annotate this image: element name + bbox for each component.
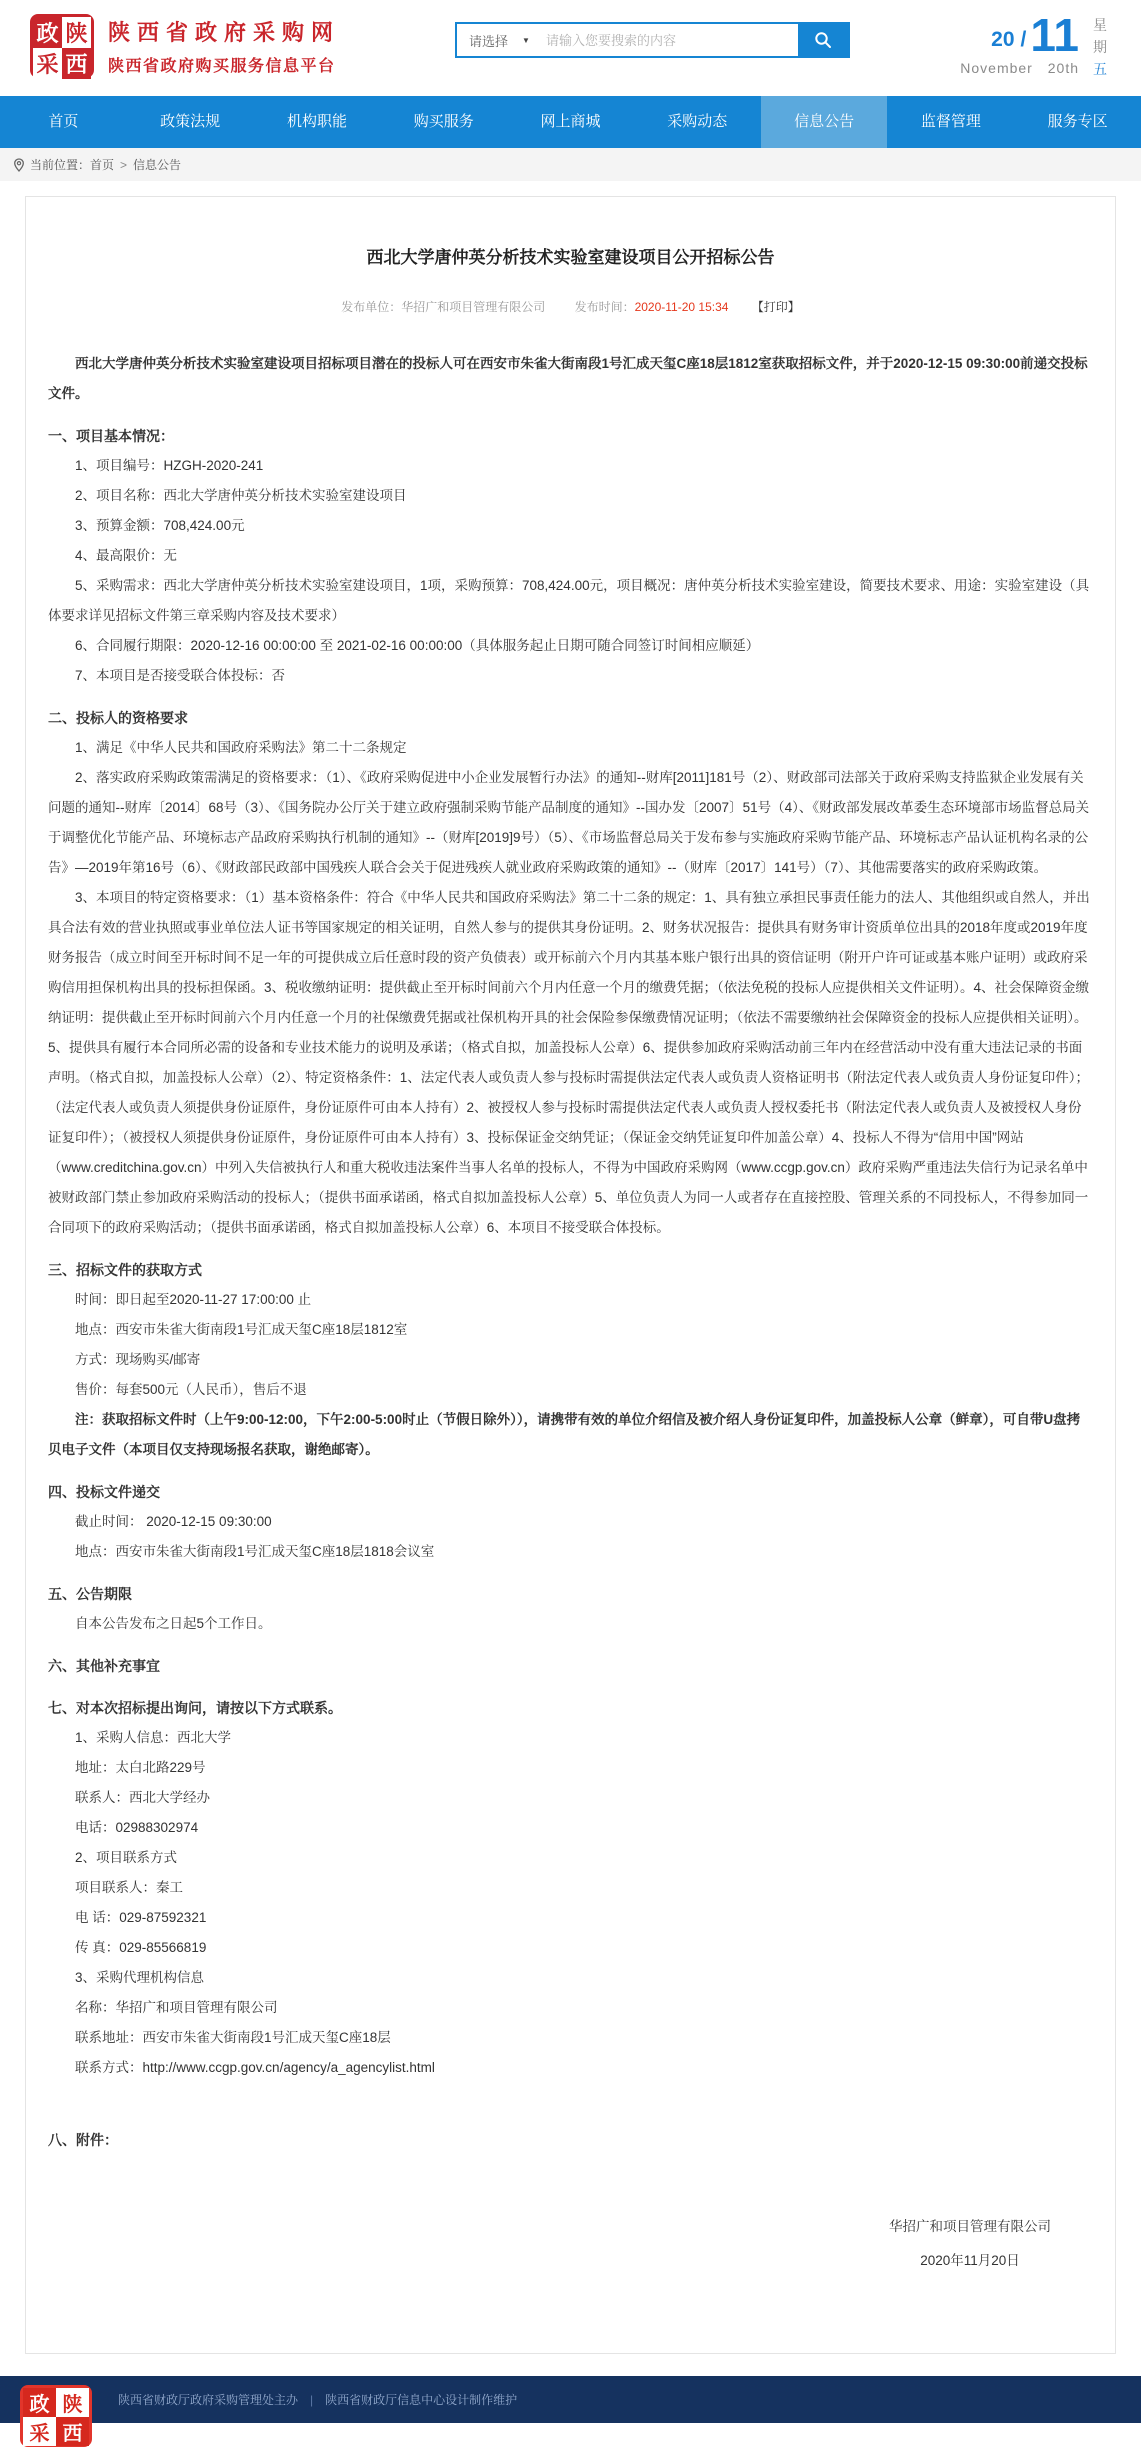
section-heading-3: 四、投标文件递交 [48, 1484, 160, 1500]
section-heading-7: 八、附件： [48, 2132, 118, 2148]
main-nav [0, 96, 1141, 148]
logo-char: 政 [33, 17, 62, 48]
breadcrumb-home-link[interactable]: 首页 [90, 158, 115, 172]
article-card [25, 196, 1116, 2354]
paragraph: 地点：西安市朱雀大街南段1号汇成天玺C座18层1818会议室 [75, 1544, 435, 1559]
print-button[interactable]: 【打印】 [751, 300, 800, 314]
section-heading-2: 三、招标文件的获取方式 [48, 1262, 202, 1278]
nav-item-5[interactable]: 采购动态 [667, 113, 728, 130]
search-bar [455, 22, 850, 58]
paragraph: 联系地址：西安市朱雀大街南段1号汇成天玺C座18层 [75, 2030, 391, 2045]
publish-time-value: 2020-11-20 15:34 [634, 300, 729, 314]
logo-char: 西 [56, 2417, 89, 2446]
paragraph: 地点：西安市朱雀大街南段1号汇成天玺C座18层1812室 [75, 1322, 408, 1337]
nav-item-1[interactable]: 政策法规 [160, 113, 221, 130]
section-heading-0: 一、项目基本情况： [48, 428, 174, 444]
paragraph: 联系方式：http://www.ccgp.gov.cn/agency/a_agencylist.html [75, 2060, 435, 2075]
search-category-select[interactable] [457, 24, 538, 56]
nav-item-2[interactable]: 机构职能 [286, 113, 347, 130]
paragraph: 电话：02988302974 [75, 1820, 199, 1835]
site-header [0, 0, 1141, 96]
signature-company: 华招广和项目管理有限公司 [889, 2219, 1051, 2234]
section-heading-5: 六、其他补充事宜 [48, 1658, 160, 1674]
paragraph: 地址：太白北路229号 [75, 1760, 206, 1775]
paragraph: 2、落实政府采购政策需满足的资格要求：（1）、《政府采购促进中小企业发展暂行办法》的通知--财库[2011]181号（2）、财政部司法部关于政府采购支持监狱企业发展有关问题的通知--财库〔2014〕68号（3）、《国务院办公厅关于建立政府强制采购节能产品制度的通知》--国办发〔2007〕51号（4）、《财政部发展改革委生态环境部市场监督总局关于调整优化节能产品、环境标志产品政府采购执行机制的通知》--（财库[2019]9号）（5）、《市场监督总局关于发布参与实施政府采购节能产品、环境标志产品认证机构名录的公告》—2019年第16号（6）、《财政部民政部中国残疾人联合会关于促进残疾人就业政府采购政策的通知》--（财库〔2017〕141号）（7）、其他需要落实的政府采购政策。 [48, 770, 1090, 875]
publisher-value: 华招广和项目管理有限公司 [401, 300, 546, 314]
section-heading-6: 七、对本次招标提出询问，请按以下方式联系。 [48, 1700, 342, 1716]
article-body [48, 349, 1093, 2155]
footer-link-sponsor[interactable]: 陕西省财政厅政府采购管理处主办 [118, 2393, 299, 2407]
nav-item-3[interactable]: 购买服务 [413, 113, 474, 130]
paragraph: 自本公告发布之日起5个工作日。 [75, 1616, 272, 1631]
logo-char: 西 [62, 48, 91, 79]
site-title: 陕西省政府采购网 [108, 20, 341, 45]
weekday-char: 星 [1093, 17, 1107, 33]
weekday-char: 期 [1093, 39, 1107, 55]
date-day-ordinal: 20th [1047, 60, 1079, 76]
paragraph: 2、项目名称：西北大学唐仲英分析技术实验室建设项目 [75, 488, 407, 503]
section-heading-4: 五、公告期限 [48, 1586, 132, 1602]
article-sections [48, 421, 1093, 2155]
paragraph: 项目联系人：秦工 [75, 1880, 183, 1895]
weekday-label [1093, 12, 1107, 80]
page-title: 西北大学唐仲英分析技术实验室建设项目公开招标公告 [366, 248, 775, 267]
paragraph: 时间：即日起至2020-11-27 17:00:00 止 [75, 1292, 312, 1307]
date-day: 20 [991, 28, 1015, 51]
paragraph: 3、本项目的特定资格要求：（1）基本资格条件：符合《中华人民共和国政府采购法》第二十二条的规定：1、具有独立承担民事责任能力的法人、其他组织或自然人，并出具合法有效的营业执照或事业单位法人证书等国家规定的相关证明，自然人参与的提供其身份证明。2、财务状况报告：提供具有财务审计资质单位出具的2018年度或2019年度财务报告（成立时间至开标时间不足一年的可提供成立后任意时段的资产负债表）或开标前六个月内其基本账户银行出具的资信证明（附开户许可证或基本账户证明）或政府采购信用担保机构出具的投标担保函。3、税收缴纳证明：提供截止至开标时间前六个月内任意一个月的缴费凭据；（依法免税的投标人应提供相关文件证明）。4、社会保障资金缴纳证明：提供截止至开标时间前六个月内任意一个月的社保缴费凭据或社保机构开具的社会保险参保缴费情况证明；（依法不需要缴纳社会保障资金的投标人应提供相关证明）。5、提供具有履行本合同所必需的设备和专业技术能力的说明及承诺；（格式自拟，加盖投标人公章）6、提供参加政府采购活动前三年内在经营活动中没有重大违法记录的书面声明。（格式自拟，加盖投标人公章）（2）、特定资格条件：1、法定代表人或负责人参与投标时需提供法定代表人或负责人资格证明书（附法定代表人或负责人身份证复印件）；（法定代表人或负责人须提供身份证原件，身份证原件可由本人持有）2、被授权人参与投标时需提供法定代表人或负责人授权委托书（附法定代表人或负责人及被授权人身份证复印件）；（被授权人须提供身份证原件，身份证原件可由本人持有）3、投标保证金交纳凭证；（保证金交纳凭证复印件加盖公章）4、投标人不得为“信用中国”网站（www.creditchina.gov.cn）中列入失信被执行人和重大税收违法案件当事人名单的投标人，不得为中国政府采购网（www.ccgp.gov.cn）政府采购严重违法失信行为记录名单中被财政部门禁止参加政府采购活动的投标人；（提供书面承诺函，格式自拟加盖投标人公章）5、单位负责人为同一人或者存在直接控股、管理关系的不同投标人，不得参加同一合同项下的政府采购活动；（提供书面承诺函，格式自拟加盖投标人公章）6、本项目不接受联合体投标。 [48, 890, 1090, 1235]
paragraph: 1、满足《中华人民共和国政府采购法》第二十二条规定 [75, 740, 407, 755]
search-button[interactable] [798, 24, 848, 56]
paragraph: 传 真：029-85566819 [75, 1940, 207, 1955]
breadcrumb [0, 148, 1141, 181]
date-widget [960, 9, 1107, 80]
footer-separator: | [310, 2392, 314, 2407]
logo-char: 陕 [62, 17, 91, 48]
date-slash: / [1020, 28, 1027, 51]
nav-item-0[interactable]: 首页 [48, 113, 79, 130]
paragraph: 售价：每套500元（人民币），售后不退 [75, 1382, 307, 1397]
logo-char: 陕 [56, 2388, 89, 2417]
signature-date: 2020年11月20日 [920, 2253, 1020, 2268]
date-month-number: 11 [1030, 9, 1079, 61]
paragraph: 方式：现场购买/邮寄 [75, 1352, 201, 1367]
logo-char: 采 [23, 2417, 56, 2446]
nav-item-8[interactable]: 服务专区 [1047, 113, 1108, 130]
date-month-name: November [960, 60, 1033, 76]
signature-block [48, 2210, 1093, 2278]
paragraph: 2、项目联系方式 [75, 1850, 178, 1865]
article-meta [48, 298, 1093, 315]
paragraph: 4、最高限价：无 [75, 548, 178, 563]
weekday-char: 五 [1093, 61, 1107, 77]
paragraph: 注：获取招标文件时（上午9:00-12:00，下午2:00-5:00时止（节假日除外）），请携带有效的单位介绍信及被介绍人身份证复印件，加盖投标人公章（鲜章），可自带U盘拷贝电子文件（本项目仅支持现场报名获取，谢绝邮寄）。 [48, 1412, 1081, 1457]
publish-time-label: 发布时间： [574, 300, 635, 314]
footer-link-maintainer[interactable]: 陕西省财政厅信息中心设计制作维护 [325, 2393, 518, 2407]
footer-logo-seal-icon [20, 2385, 92, 2447]
logo-char: 政 [23, 2388, 56, 2417]
location-pin-icon [13, 158, 25, 172]
paragraph: 1、采购人信息：西北大学 [75, 1730, 232, 1745]
site-logo[interactable] [30, 14, 340, 78]
logo-seal-icon [30, 14, 94, 78]
site-subtitle: 陕西省政府购买服务信息平台 [108, 58, 336, 75]
nav-item-4[interactable]: 网上商城 [540, 113, 601, 130]
search-input[interactable] [538, 24, 798, 56]
paragraph: 5、采购需求：西北大学唐仲英分析技术实验室建设项目，1项，采购预算：708,424.00元，项目概况：唐仲英分析技术实验室建设，简要技术要求、用途：实验室建设（具体要求详见招标文件第三章采购内容及技术要求） [48, 578, 1090, 623]
paragraph: 联系人：西北大学经办 [75, 1790, 210, 1805]
paragraph: 6、合同履行期限：2020-12-16 00:00:00 至 2021-02-16 00:00:00（具体服务起止日期可随合同签订时间相应顺延） [75, 638, 760, 653]
section-heading-1: 二、投标人的资格要求 [48, 710, 188, 726]
paragraph: 3、采购代理机构信息 [75, 1970, 205, 1985]
breadcrumb-separator: > [120, 157, 128, 172]
search-icon [814, 31, 832, 49]
paragraph: 截止时间： 2020-12-15 09:30:00 [75, 1514, 272, 1529]
paragraph: 电 话：029-87592321 [75, 1910, 207, 1925]
paragraph: 7、本项目是否接受联合体投标：否 [75, 668, 286, 683]
paragraph: 名称：华招广和项目管理有限公司 [75, 2000, 278, 2015]
breadcrumb-current: 信息公告 [133, 158, 182, 172]
nav-item-7[interactable]: 监督管理 [920, 113, 981, 130]
search-select-label: 请选择 [469, 33, 509, 49]
article-intro: 西北大学唐仲英分析技术实验室建设项目招标项目潜在的投标人可在西安市朱雀大街南段1号汇成天玺C座18层1812室获取招标文件，并于2020-12-15 09:30:00前递交投标文件。 [48, 356, 1088, 401]
nav-item-6[interactable]: 信息公告 [761, 96, 888, 148]
chevron-down-icon: ▼ [522, 35, 530, 45]
breadcrumb-prefix: 当前位置： [30, 158, 91, 172]
publisher-label: 发布单位： [341, 300, 402, 314]
paragraph: 3、预算金额：708,424.00元 [75, 518, 245, 533]
logo-char: 采 [33, 48, 62, 79]
site-footer [0, 2376, 1141, 2445]
footer-links [118, 2376, 517, 2423]
paragraph: 1、项目编号：HZGH-2020-241 [75, 458, 264, 473]
